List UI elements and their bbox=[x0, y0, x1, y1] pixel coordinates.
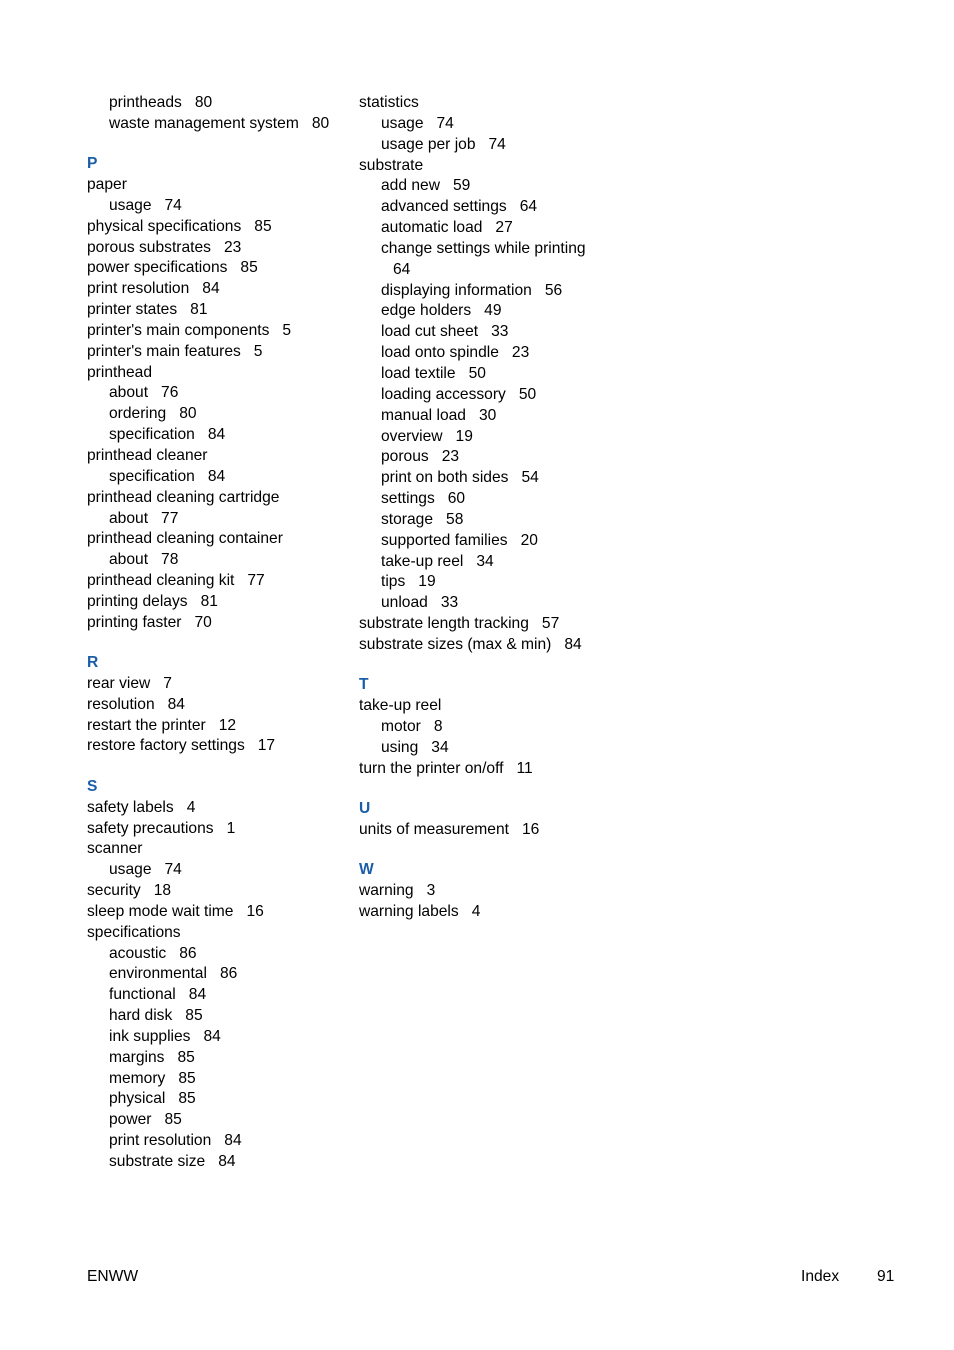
index-term: safety labels bbox=[87, 798, 174, 816]
index-page-ref[interactable]: 58 bbox=[446, 510, 464, 528]
index-term: usage bbox=[109, 196, 152, 214]
index-term: substrate sizes (max & min) bbox=[359, 635, 552, 653]
index-entry bbox=[87, 839, 347, 860]
index-subentry bbox=[359, 281, 619, 302]
index-letter-heading: W bbox=[359, 861, 374, 879]
index-term: paper bbox=[87, 176, 127, 194]
index-subentry bbox=[359, 385, 619, 406]
index-term: settings bbox=[381, 490, 435, 508]
index-term: usage bbox=[109, 861, 152, 879]
index-page-ref[interactable]: 33 bbox=[491, 323, 509, 341]
index-subentry bbox=[87, 964, 347, 985]
index-term: automatic load bbox=[381, 219, 483, 237]
index-page-ref[interactable]: 80 bbox=[311, 114, 330, 132]
index-term: load cut sheet bbox=[381, 323, 479, 341]
index-page-ref[interactable]: 77 bbox=[247, 572, 265, 590]
index-page-ref[interactable]: 33 bbox=[440, 594, 459, 612]
index-page-ref[interactable]: 64 bbox=[393, 260, 411, 278]
index-entry bbox=[87, 529, 347, 550]
index-page-ref[interactable]: 12 bbox=[218, 716, 237, 734]
index-term: usage bbox=[381, 114, 424, 132]
index-entry bbox=[87, 342, 347, 363]
index-page-ref[interactable]: 85 bbox=[177, 1048, 195, 1066]
index-term: ink supplies bbox=[109, 1027, 191, 1045]
index-term: specification bbox=[109, 426, 195, 444]
index-term: printhead cleaner bbox=[87, 447, 208, 464]
index-page-ref[interactable]: 84 bbox=[202, 280, 220, 298]
index-term: memory bbox=[109, 1069, 166, 1087]
index-term: substrate length tracking bbox=[359, 615, 529, 633]
index-term: storage bbox=[381, 510, 434, 528]
index-term: margins bbox=[109, 1048, 165, 1066]
index-letter-heading: P bbox=[87, 155, 98, 173]
index-entry bbox=[359, 820, 619, 841]
index-subentry bbox=[87, 425, 347, 446]
index-letter-heading: R bbox=[87, 654, 99, 672]
index-entry bbox=[87, 923, 347, 944]
index-term: units of measurement bbox=[359, 820, 509, 838]
index-entry bbox=[87, 175, 347, 196]
index-page-ref[interactable]: 86 bbox=[179, 944, 197, 962]
index-page-ref[interactable]: 74 bbox=[488, 135, 506, 153]
index-subentry bbox=[87, 404, 347, 425]
index-page-ref[interactable]: 80 bbox=[194, 94, 213, 111]
index-page-ref[interactable]: 59 bbox=[452, 177, 471, 195]
index-subentry bbox=[359, 301, 619, 322]
index-subentry bbox=[87, 1089, 347, 1110]
index-term: print on both sides bbox=[381, 469, 509, 487]
index-page-ref[interactable]: 19 bbox=[418, 573, 436, 591]
index-page-ref[interactable]: 60 bbox=[447, 490, 466, 508]
footer-section bbox=[801, 1267, 897, 1287]
index-entry bbox=[87, 881, 347, 902]
index-term: loading accessory bbox=[381, 385, 506, 403]
index-entry bbox=[359, 881, 619, 902]
index-subentry bbox=[87, 550, 347, 571]
index-term: advanced settings bbox=[381, 198, 507, 216]
index-entry bbox=[87, 736, 347, 757]
index-entry bbox=[87, 238, 347, 259]
index-term: displaying information bbox=[381, 281, 532, 299]
index-page-ref[interactable]: 11 bbox=[516, 759, 533, 777]
index-subentry bbox=[359, 447, 619, 468]
index-subentry bbox=[359, 218, 619, 239]
index-subentry bbox=[359, 531, 619, 552]
index-subentry bbox=[87, 985, 347, 1006]
index-page-ref[interactable]: 54 bbox=[521, 469, 539, 487]
index-subentry bbox=[87, 93, 347, 114]
index-page-ref[interactable]: 76 bbox=[161, 384, 179, 402]
index-term: usage per job bbox=[381, 135, 476, 153]
index-term: change settings while printing bbox=[381, 239, 586, 257]
index-entry bbox=[87, 571, 347, 592]
index-term: hard disk bbox=[109, 1007, 173, 1025]
index-term: warning bbox=[359, 882, 414, 900]
index-column-left bbox=[87, 93, 347, 1173]
index-page-ref[interactable]: 84 bbox=[167, 695, 185, 713]
index-page-ref[interactable]: 84 bbox=[564, 635, 582, 653]
index-term: scanner bbox=[87, 840, 143, 858]
index-page-ref[interactable]: 50 bbox=[518, 385, 537, 403]
index-entry bbox=[87, 798, 347, 819]
index-page-ref[interactable]: 1 bbox=[226, 819, 236, 837]
index-page-ref[interactable]: 49 bbox=[484, 302, 502, 320]
index-page-ref[interactable]: 34 bbox=[431, 738, 449, 756]
index-subentry bbox=[359, 197, 619, 218]
index-subentry bbox=[359, 322, 619, 343]
index-page-ref[interactable]: 85 bbox=[178, 1090, 196, 1108]
index-page-ref[interactable]: 8 bbox=[433, 717, 443, 735]
index-term: printing faster bbox=[87, 613, 182, 631]
index-entry bbox=[359, 93, 619, 114]
index-page-ref[interactable]: 85 bbox=[240, 259, 258, 277]
index-term: rear view bbox=[87, 674, 151, 692]
index-term: printer's main features bbox=[87, 342, 241, 360]
index-term: load textile bbox=[381, 364, 456, 382]
index-term: motor bbox=[381, 717, 421, 735]
index-page-ref[interactable]: 74 bbox=[164, 196, 182, 214]
index-term: substrate bbox=[359, 156, 424, 174]
index-entry bbox=[87, 716, 347, 737]
index-term: power bbox=[109, 1111, 152, 1129]
index-page-ref[interactable]: 23 bbox=[441, 448, 460, 466]
index-term: security bbox=[87, 882, 141, 900]
index-entry bbox=[87, 217, 347, 238]
index-subentry bbox=[359, 427, 619, 448]
index-entry bbox=[87, 902, 347, 923]
index-term: printer states bbox=[87, 301, 178, 319]
index-page-ref[interactable]: 17 bbox=[257, 737, 276, 755]
index-page-ref[interactable]: 70 bbox=[194, 613, 212, 631]
index-page-ref[interactable]: 18 bbox=[153, 882, 172, 900]
index-letter-heading: T bbox=[359, 676, 369, 694]
index-term: print resolution bbox=[109, 1132, 212, 1150]
index-subentry bbox=[359, 593, 619, 614]
index-subentry bbox=[87, 1069, 347, 1090]
index-page-ref[interactable]: 85 bbox=[185, 1007, 203, 1025]
index-term: substrate size bbox=[109, 1153, 206, 1170]
index-entry bbox=[87, 258, 347, 279]
footer-page-number: 91 bbox=[877, 1268, 895, 1285]
index-term: physical bbox=[109, 1090, 166, 1108]
index-subentry bbox=[359, 738, 619, 759]
index-subentry bbox=[359, 510, 619, 531]
index-entry bbox=[87, 321, 347, 342]
index-entry bbox=[87, 488, 347, 509]
index-subentry bbox=[87, 1131, 347, 1152]
index-entry bbox=[359, 156, 619, 177]
index-subentry bbox=[359, 135, 619, 156]
index-page-ref[interactable]: 85 bbox=[254, 217, 272, 235]
index-term: specification bbox=[109, 467, 195, 485]
index-term: using bbox=[381, 738, 419, 756]
index-subentry bbox=[359, 176, 619, 197]
index-page-ref[interactable]: 16 bbox=[246, 902, 264, 920]
index-term: restart the printer bbox=[87, 716, 206, 734]
index-entry bbox=[359, 902, 619, 923]
index-page-ref[interactable]: 78 bbox=[161, 551, 179, 569]
index-term: porous bbox=[381, 448, 429, 466]
index-term: about bbox=[109, 551, 149, 569]
index-entry bbox=[359, 635, 619, 656]
index-subentry bbox=[87, 383, 347, 404]
index-subentry bbox=[359, 114, 619, 135]
index-subentry bbox=[87, 509, 347, 530]
index-term: statistics bbox=[359, 94, 419, 111]
index-page-ref[interactable]: 85 bbox=[164, 1111, 182, 1129]
index-entry bbox=[87, 819, 347, 840]
index-subentry bbox=[87, 196, 347, 217]
index-term: physical specifications bbox=[87, 217, 242, 235]
index-page-ref[interactable]: 20 bbox=[520, 531, 538, 549]
index-page-ref[interactable]: 84 bbox=[207, 467, 226, 485]
index-entry bbox=[87, 695, 347, 716]
index-column-right bbox=[359, 93, 619, 923]
index-term: printhead cleaning container bbox=[87, 530, 283, 548]
index-subentry bbox=[87, 1006, 347, 1027]
index-entry bbox=[87, 363, 347, 384]
index-entry bbox=[87, 446, 347, 467]
index-term: printer's main components bbox=[87, 321, 270, 339]
index-page-ref[interactable]: 84 bbox=[188, 986, 207, 1004]
index-term: printhead cleaning cartridge bbox=[87, 488, 280, 506]
index-page-ref[interactable]: 7 bbox=[163, 674, 172, 692]
index-term: edge holders bbox=[381, 302, 472, 320]
index-entry bbox=[359, 614, 619, 635]
index-page-ref[interactable]: 84 bbox=[224, 1132, 242, 1150]
index-page-ref[interactable]: 3 bbox=[426, 882, 436, 900]
index-term: manual load bbox=[381, 406, 466, 424]
index-page-ref[interactable]: 23 bbox=[223, 238, 242, 256]
index-page-ref[interactable]: 27 bbox=[495, 219, 513, 237]
index-subentry bbox=[87, 1152, 347, 1173]
index-page-ref[interactable]: 19 bbox=[455, 427, 473, 445]
index-term: turn the printer on/off bbox=[359, 759, 504, 777]
index-entry bbox=[87, 613, 347, 634]
index-page-ref[interactable]: 84 bbox=[207, 426, 226, 444]
index-subentry bbox=[359, 552, 619, 573]
index-page-ref[interactable]: 80 bbox=[179, 405, 197, 423]
index-subentry bbox=[87, 467, 347, 488]
index-term: porous substrates bbox=[87, 238, 211, 256]
index-term: unload bbox=[381, 594, 428, 612]
index-subentry bbox=[359, 717, 619, 738]
index-subentry bbox=[359, 343, 619, 364]
index-term: printhead cleaning kit bbox=[87, 572, 235, 590]
index-subentry bbox=[87, 1027, 347, 1048]
index-term: tips bbox=[381, 573, 406, 591]
index-term: safety precautions bbox=[87, 819, 214, 837]
index-subentry bbox=[87, 944, 347, 965]
index-entry bbox=[359, 759, 619, 780]
index-term: functional bbox=[109, 986, 176, 1004]
index-term: overview bbox=[381, 427, 443, 445]
index-page-ref[interactable]: 81 bbox=[190, 301, 208, 319]
index-letter-heading: S bbox=[87, 777, 98, 795]
index-subentry bbox=[359, 489, 619, 510]
index-page-ref[interactable]: 74 bbox=[436, 114, 454, 132]
index-term: about bbox=[109, 384, 149, 402]
index-term: load onto spindle bbox=[381, 344, 499, 362]
index-entry bbox=[359, 696, 619, 717]
index-page-ref[interactable]: 5 bbox=[282, 321, 292, 339]
index-entry bbox=[87, 300, 347, 321]
index-term: restore factory settings bbox=[87, 737, 245, 755]
index-term: printing delays bbox=[87, 592, 188, 610]
index-term: sleep mode wait time bbox=[87, 902, 234, 920]
index-term: about bbox=[109, 509, 149, 527]
index-entry bbox=[87, 592, 347, 613]
index-page-ref[interactable]: 56 bbox=[544, 281, 563, 299]
index-term: environmental bbox=[109, 965, 207, 983]
index-term: specifications bbox=[87, 923, 181, 941]
index-term: acoustic bbox=[109, 944, 167, 962]
footer-section-label: Index bbox=[801, 1268, 840, 1285]
index-page-ref[interactable]: 64 bbox=[519, 198, 538, 216]
index-page-ref[interactable]: 50 bbox=[468, 364, 486, 382]
index-term: warning labels bbox=[359, 902, 459, 920]
index-letter-heading: U bbox=[359, 800, 371, 817]
index-entry bbox=[87, 279, 347, 300]
index-page-ref[interactable]: 74 bbox=[164, 861, 182, 879]
index-page-ref[interactable]: 4 bbox=[186, 798, 196, 816]
index-page-ref[interactable]: 30 bbox=[478, 406, 497, 424]
index-page-ref[interactable]: 57 bbox=[541, 615, 560, 633]
index-term: waste management system bbox=[109, 114, 299, 132]
index-page-ref[interactable]: 84 bbox=[218, 1153, 236, 1170]
index-term: resolution bbox=[87, 695, 155, 713]
index-page-ref[interactable]: 23 bbox=[511, 344, 530, 362]
index-subentry bbox=[359, 468, 619, 489]
index-term: take-up reel bbox=[359, 697, 442, 715]
index-subentry bbox=[359, 364, 619, 385]
index-subentry bbox=[359, 406, 619, 427]
index-term: add new bbox=[381, 177, 440, 195]
index-page-ref[interactable]: 34 bbox=[476, 552, 494, 570]
index-page-ref[interactable]: 81 bbox=[200, 592, 218, 610]
index-term: printhead bbox=[87, 363, 153, 381]
index-subentry bbox=[359, 239, 619, 260]
index-subentry bbox=[359, 260, 619, 281]
index-page-ref[interactable]: 16 bbox=[521, 820, 540, 838]
index-page-ref[interactable]: 86 bbox=[219, 965, 238, 983]
index-page-ref[interactable]: 85 bbox=[178, 1069, 196, 1087]
index-term: printheads bbox=[109, 94, 182, 111]
index-subentry bbox=[87, 114, 347, 135]
index-page-ref[interactable]: 84 bbox=[203, 1027, 221, 1045]
index-term: take-up reel bbox=[381, 552, 464, 570]
index-page-ref[interactable]: 77 bbox=[161, 509, 179, 527]
footer-doc-code: ENWW bbox=[87, 1268, 139, 1285]
index-subentry bbox=[87, 1110, 347, 1131]
index-subentry bbox=[359, 572, 619, 593]
index-page-ref[interactable]: 4 bbox=[471, 902, 481, 920]
index-page-ref[interactable]: 5 bbox=[253, 342, 263, 360]
index-term: print resolution bbox=[87, 280, 190, 298]
index-subentry bbox=[87, 860, 347, 881]
index-subentry bbox=[87, 1048, 347, 1069]
index-term: power specifications bbox=[87, 259, 228, 277]
index-term: supported families bbox=[381, 531, 508, 549]
index-term: ordering bbox=[109, 405, 167, 423]
index-entry bbox=[87, 674, 347, 695]
